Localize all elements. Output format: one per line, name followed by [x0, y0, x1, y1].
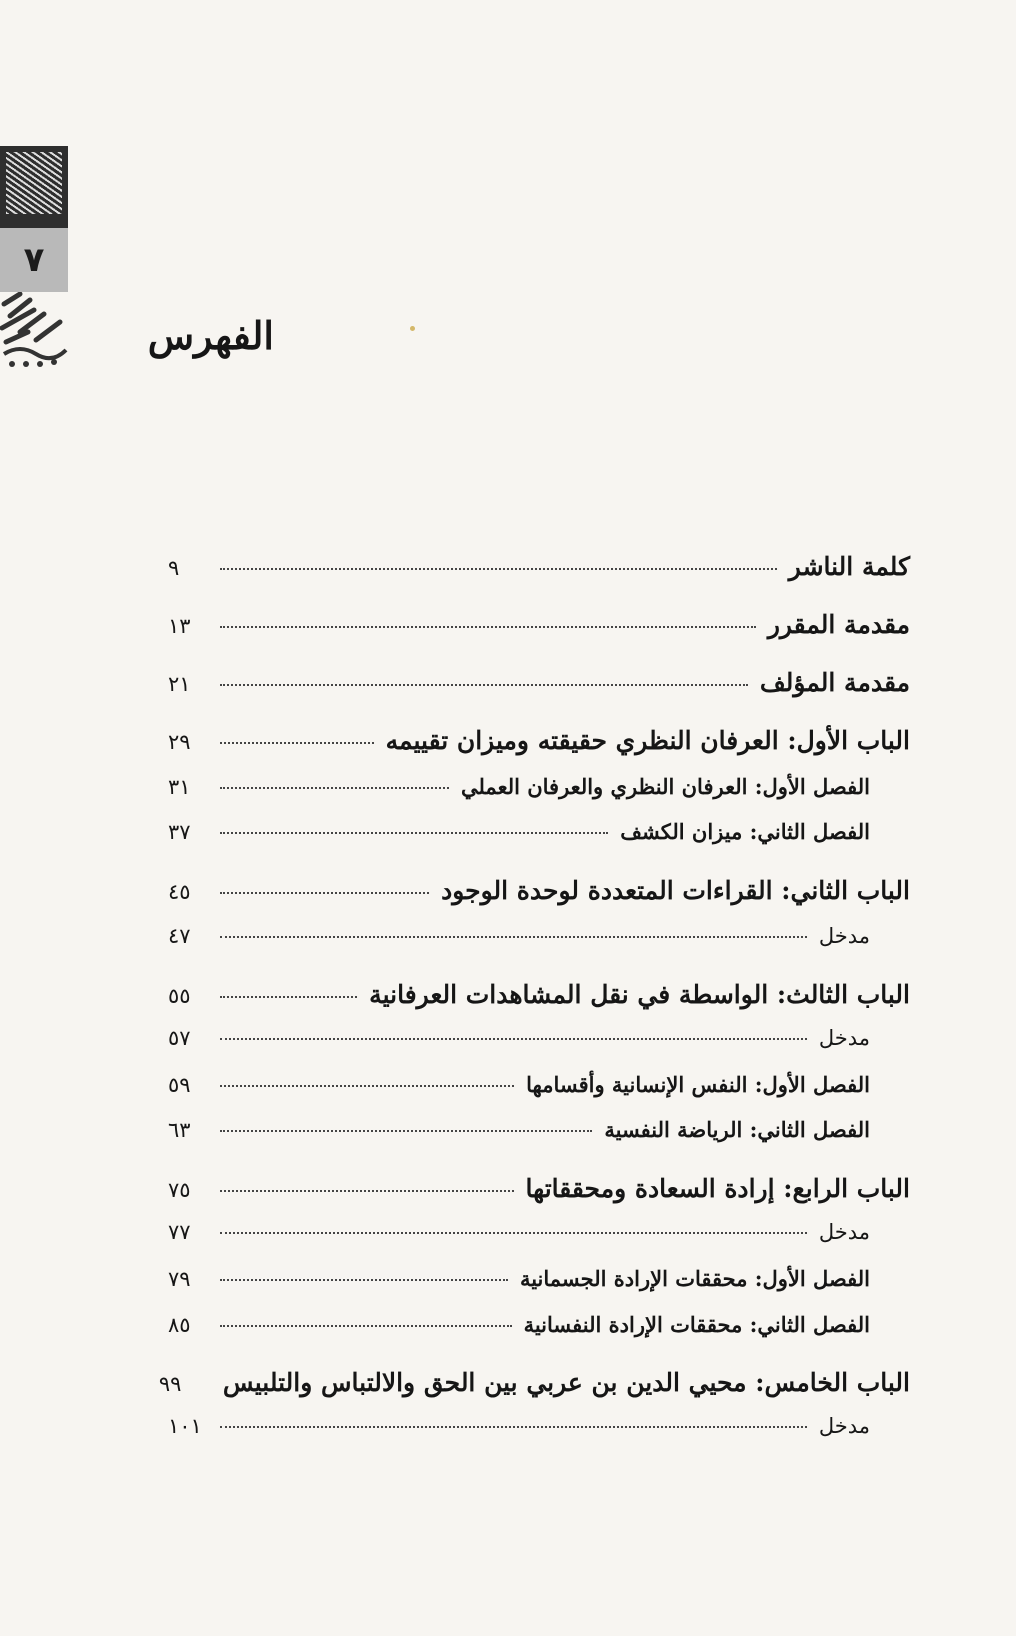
toc-entry[interactable]	[168, 924, 910, 948]
dot-leader	[220, 568, 777, 570]
toc-entry[interactable]	[168, 1414, 910, 1438]
thumb-pattern	[6, 152, 62, 214]
toc-entry[interactable]	[168, 668, 910, 697]
toc-entry[interactable]	[168, 1072, 910, 1097]
dot-leader	[220, 626, 756, 628]
dot-leader	[220, 1279, 508, 1281]
dot-leader	[220, 832, 608, 834]
dot-leader	[220, 1325, 512, 1327]
dot-leader	[220, 996, 357, 998]
toc-entry-page: ٥٥	[168, 984, 191, 1008]
toc-entry-page: ٥٩	[168, 1073, 191, 1097]
toc-entry-title: مدخل	[818, 1026, 870, 1050]
thumb-tab	[0, 146, 68, 228]
dot-leader	[220, 1426, 807, 1428]
toc-entry-page: ٩	[168, 556, 180, 580]
toc-entry-title: مدخل	[818, 1220, 870, 1244]
toc-entry-title: الباب الرابع: إرادة السعادة ومحققاتها	[525, 1174, 910, 1203]
toc-entry[interactable]	[168, 980, 910, 1009]
toc-entry[interactable]	[158, 1368, 910, 1397]
toc-entry-title: الفصل الثاني: محققات الإرادة النفسانية	[523, 1312, 870, 1337]
page-number: ٧	[0, 228, 68, 292]
toc-entry-title: الفصل الأول: العرفان النظري والعرفان العملي	[460, 774, 870, 799]
toc-entry-page: ٨٥	[168, 1313, 191, 1337]
toc-entry-title: الفصل الثاني: الرياضة النفسية	[604, 1117, 870, 1142]
dot-leader	[220, 1190, 514, 1192]
toc-entry-title: كلمة الناشر	[788, 552, 910, 581]
dot-leader	[220, 742, 374, 744]
dot-leader	[220, 684, 748, 686]
toc-entry-page: ٧٧	[168, 1220, 191, 1244]
dot-leader	[220, 787, 449, 789]
calligraphy-decoration-icon	[0, 292, 68, 372]
toc-entry-page: ٧٩	[168, 1267, 191, 1291]
toc-entry-title: مدخل	[818, 924, 870, 948]
dot-leader	[220, 1232, 807, 1234]
toc-entry-page: ٦٣	[168, 1118, 191, 1142]
toc-entry[interactable]	[168, 1266, 910, 1291]
dot-leader	[220, 892, 429, 894]
toc-entry[interactable]	[168, 552, 910, 581]
toc-entry-page: ٤٧	[168, 924, 191, 948]
toc-entry-title: الفصل الأول: النفس الإنسانية وأقسامها	[526, 1072, 870, 1097]
toc-entry[interactable]	[168, 819, 910, 844]
toc-entry-page: ١٠١	[168, 1414, 202, 1438]
toc-entry-title: مدخل	[818, 1414, 870, 1438]
toc-entry-title: الباب الثاني: القراءات المتعددة لوحدة الوجود	[441, 876, 910, 905]
toc-entry[interactable]	[168, 876, 910, 905]
dot-leader	[220, 1130, 592, 1132]
toc-entry-title: الفصل الثاني: ميزان الكشف	[620, 819, 870, 844]
toc-entry[interactable]	[168, 610, 910, 639]
toc-entry-page: ٣١	[168, 775, 191, 799]
page-title: الفهرس	[147, 313, 274, 358]
toc-entry[interactable]	[168, 774, 910, 799]
toc-entry-title: مقدمة المقرر	[767, 610, 910, 639]
toc-entry[interactable]	[168, 1117, 910, 1142]
toc-entry-page: ٧٥	[168, 1178, 191, 1202]
toc-entry-page: ٢١	[168, 672, 191, 696]
toc-entry-page: ١٣	[168, 614, 191, 638]
toc-entry-page: ٩٩	[158, 1372, 182, 1396]
toc-entry-title: الباب الأول: العرفان النظري حقيقته وميزان تقييمه	[385, 726, 910, 755]
dot-leader	[220, 936, 807, 938]
toc-entry[interactable]	[168, 1312, 910, 1337]
toc-entry-title: الباب الخامس: محيي الدين بن عربي بين الحق والالتباس والتلبيس	[222, 1368, 910, 1397]
toc-entry-title: الفصل الأول: محققات الإرادة الجسمانية	[519, 1266, 870, 1291]
toc-entry[interactable]	[168, 726, 910, 755]
toc-entry[interactable]	[168, 1220, 910, 1244]
dot-leader	[220, 1085, 514, 1087]
toc-entry-title: الباب الثالث: الواسطة في نقل المشاهدات العرفانية	[369, 980, 910, 1009]
toc-entry-page: ٥٧	[168, 1026, 191, 1050]
toc-entry-page: ٣٧	[168, 820, 191, 844]
dot-leader	[220, 1038, 807, 1040]
ink-dot	[410, 326, 415, 331]
toc-entry-page: ٤٥	[168, 880, 191, 904]
toc-entry-page: ٢٩	[168, 730, 191, 754]
toc-entry[interactable]	[168, 1174, 910, 1203]
toc-entry-title: مقدمة المؤلف	[759, 668, 910, 697]
toc-entry[interactable]	[168, 1026, 910, 1050]
